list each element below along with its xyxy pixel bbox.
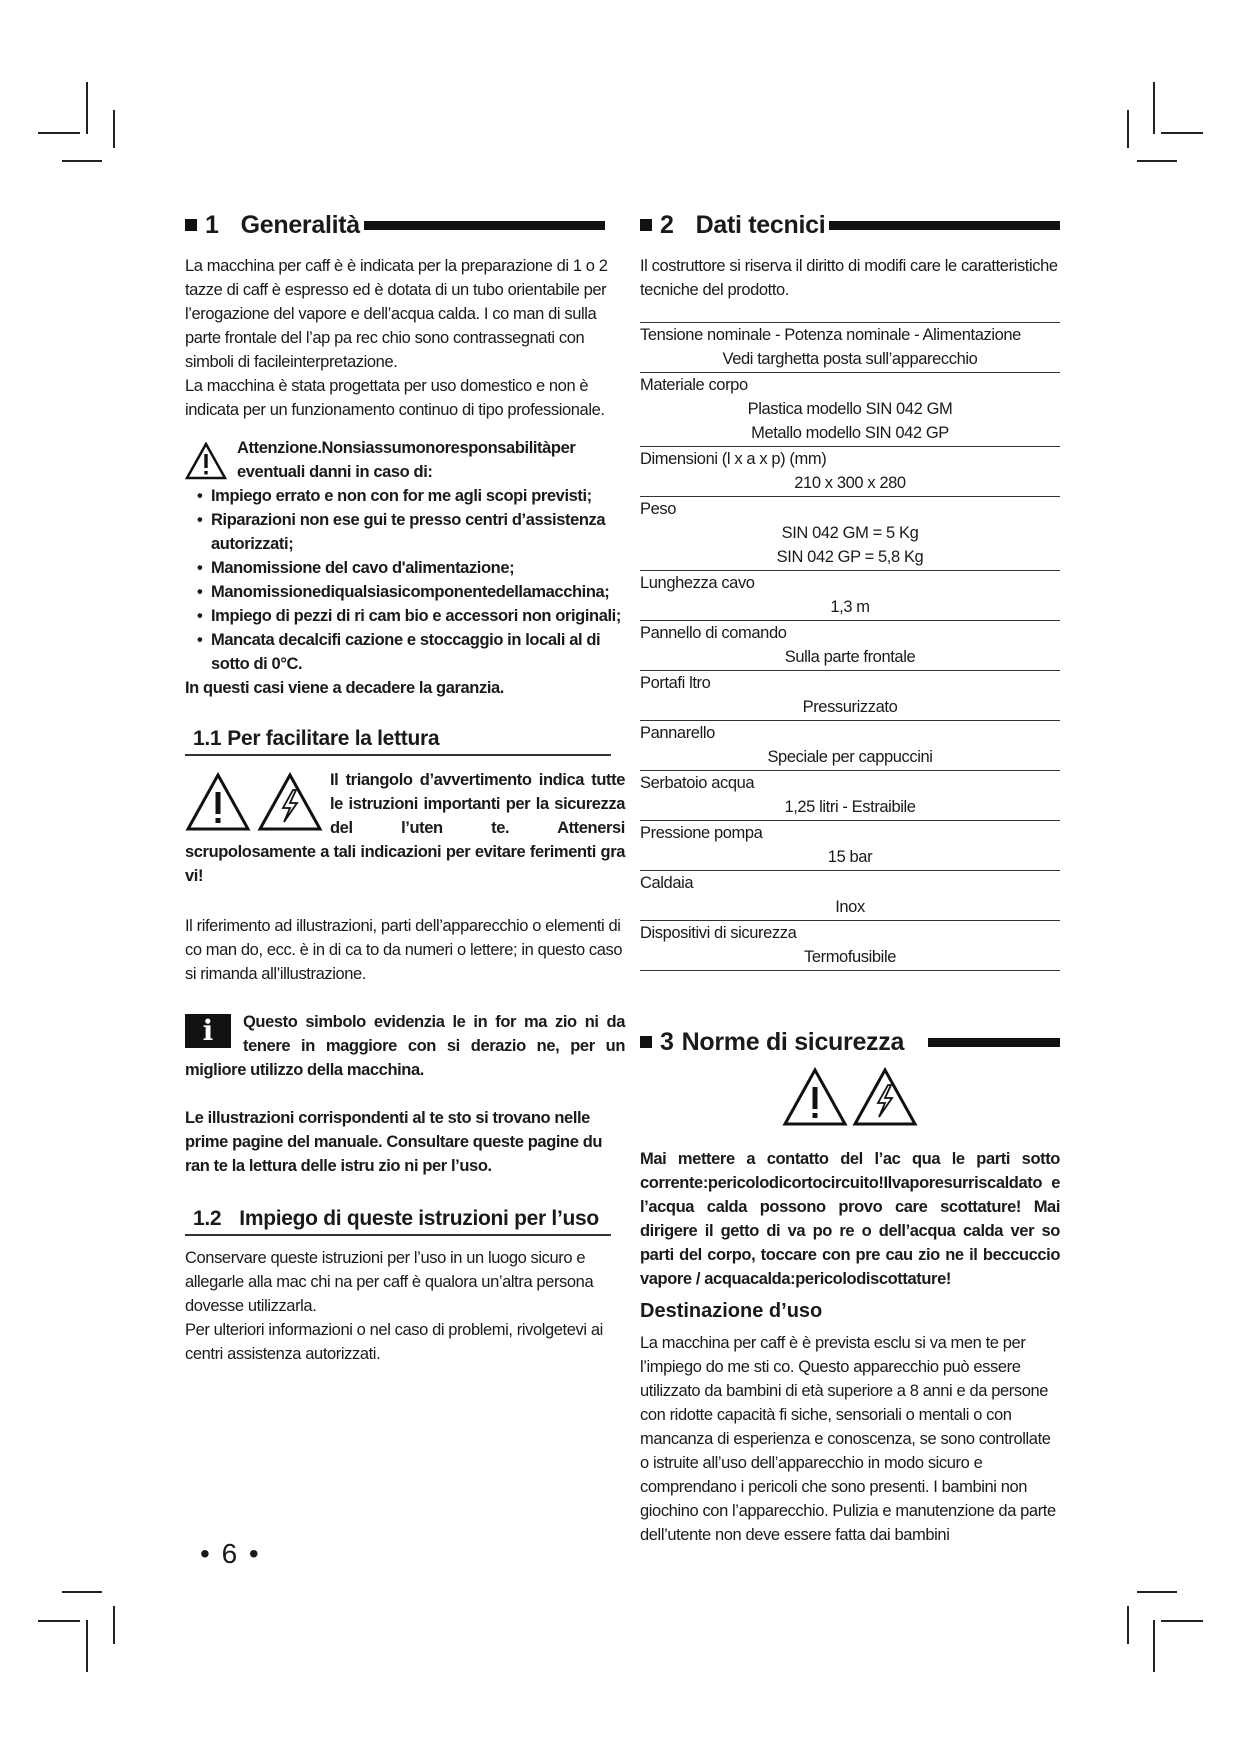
warning-block [185, 436, 625, 700]
subsection-title: Per facilitare la lettura [227, 727, 440, 750]
crop-mark [1161, 132, 1203, 134]
reference-paragraph: Il riferimento ad illustrazioni, parti dell’apparecchio o elementi di co man do, ecc. è in di ca to da numeri o lettere; in questo caso si rimanda all’illustrazione. [185, 917, 623, 983]
list-item: • Impiego errato e non con for me agli scopi previsti; [185, 484, 625, 508]
crop-mark [86, 82, 88, 134]
left-column [185, 210, 625, 1366]
subsection-heading-1-2 [185, 1206, 611, 1236]
row-value: Vedi targhetta posta sull’apparecchio [722, 350, 978, 368]
row-value: 210 x 300 x 280 [794, 474, 906, 492]
row-value: Speciale per cappuccini [767, 748, 933, 766]
section-title: Generalità [240, 211, 360, 239]
subsection-title: Impiego di queste istruzioni per l’uso [239, 1207, 599, 1230]
crop-mark [1127, 110, 1129, 148]
table-row [640, 323, 1060, 373]
list-item: • Manomissionediqualsiasicomponentedellamacchina; [185, 580, 625, 604]
row-label: Caldaia [640, 874, 694, 892]
row-value: Metallo modello SIN 042 GP [751, 424, 949, 442]
crop-mark [86, 1620, 88, 1672]
row-value: SIN 042 GM = 5 Kg [781, 524, 919, 542]
usage-paragraph: Conservare queste istruzioni per l’uso in un luogo sicuro e allegarle alla mac chi na per caff è qualora un’altra persona dovesse utilizzarla. [185, 1249, 594, 1315]
heading-rule [928, 1038, 1060, 1047]
list-item: • Mancata decalcifi cazione e stoccaggio in locali al di sotto di 0°C. [185, 628, 625, 676]
icon-pair [185, 772, 330, 838]
row-label: Dispositivi di sicurezza [640, 924, 797, 942]
section-number: 3 [660, 1028, 674, 1056]
crop-mark [1153, 82, 1155, 134]
row-value: Termofusibile [803, 948, 896, 966]
table-row [640, 373, 1060, 447]
section-title: Norme di sicurezza [681, 1028, 905, 1056]
crop-mark [62, 160, 102, 162]
subsection-number: 1.1 [193, 727, 222, 750]
crop-mark [1161, 1620, 1203, 1622]
table-row [640, 497, 1060, 571]
illustrations-paragraph: Le illustrazioni corrispondenti al te sto si trovano nelle prime pagine del manuale. Consultare queste pagine du ran te la lettura delle istru zio ni per l’uso. [185, 1109, 603, 1175]
crop-mark [1137, 160, 1177, 162]
row-label: Serbatoio acqua [640, 774, 755, 792]
section-heading-2 [640, 210, 1060, 240]
warning-footer: In questi casi viene a decadere la garanzia. [185, 679, 504, 697]
row-value: Pressurizzato [802, 698, 898, 716]
subsection-heading-1-1 [185, 726, 611, 756]
table-row [640, 871, 1060, 921]
table-row [640, 447, 1060, 497]
right-column [640, 210, 1060, 1547]
heading-rule [829, 221, 1060, 230]
info-note-text: Questo simbolo evidenzia le in for ma zio ni da tenere in maggiore con si derazio ne, per un migliore utilizzo della macchina. [185, 1013, 625, 1079]
row-label: Pressione pompa [640, 824, 763, 842]
section-number: 2 [660, 211, 674, 239]
heading-square-icon [640, 1036, 652, 1048]
row-value: Inox [835, 898, 865, 916]
crop-mark [1137, 1591, 1177, 1593]
section-number: 1 [205, 211, 219, 239]
page-number: • 6 • [200, 1538, 261, 1569]
row-label: Peso [640, 500, 677, 518]
warning-triangle-icon [782, 1067, 848, 1127]
row-value: 15 bar [827, 848, 873, 866]
row-value: 1,25 litri - Estraibile [784, 798, 916, 816]
subsection-number: 1.2 [193, 1207, 222, 1230]
warning-triangle-icon [185, 442, 227, 480]
row-label: Portafi ltro [640, 674, 711, 692]
row-label: Dimensioni (l x a x p) (mm) [640, 450, 827, 468]
section-heading-3 [640, 1027, 1060, 1057]
crop-mark [38, 132, 80, 134]
list-item: • Impiego di pezzi di ri cam bio e accessori non originali; [185, 604, 625, 628]
info-icon: i [185, 1014, 231, 1048]
list-item: • Riparazioni non ese gui te presso centri d’assistenza autorizzati; [185, 508, 625, 556]
crop-mark [38, 1620, 80, 1622]
heading-square-icon [640, 219, 652, 231]
tech-intro: Il costruttore si riserva il diritto di modifi care le caratteristiche tecniche del prodotto. [640, 257, 1058, 299]
intended-use-text: La macchina per caff è è prevista esclu si va men te per l’impiego do me sti co. Questo apparecchio può essere utilizzato da bambini di età superiore a 8 anni e da persone con ridotte capacità fi siche, sensoriali o mentali o con mancanza di esperienza e conoscenza, se sono controllate o istruite all’uso dell’apparecchio in modo sicuro e comprendano i pericoli che sono presenti. I bambini non giochino con l’apparecchio. Pulizia e manutenzione da parte dell’utente non deve essere fatta dai bambini [640, 1334, 1056, 1544]
section-heading-1 [185, 210, 605, 240]
electric-shock-triangle-icon [852, 1067, 918, 1127]
table-row [640, 671, 1060, 721]
crop-mark [113, 1606, 115, 1644]
triangle-note [185, 768, 625, 888]
row-value: SIN 042 GP = 5,8 Kg [776, 548, 924, 566]
spec-table [640, 322, 1060, 971]
safety-warning-text: Mai mettere a contatto del l’ac qua le parti sotto corrente:pericolodicortocircuito!Ilvaporesurriscaldato e l’acqua calda possono provo care scottature! Mai dirigere il getto di va po re o dell’acqua calda ver so parti del corpo, toccare con pre cau zio ne il beccuccio vapore / acquacalda:pericolodiscottature! [640, 1150, 1060, 1288]
table-row [640, 921, 1060, 971]
intro-paragraph: La macchina per caff è è indicata per la preparazione di 1 o 2 tazze di caff è espresso ed è dotata di un tubo orientabile per l’erogazione del vapore e dell’acqua calda. I co man di sulla parte frontale del l’ap pa rec chio sono contrassegnati con simboli di facileinterpretazione. [185, 257, 608, 371]
warning-triangle-icon [185, 772, 251, 832]
table-row [640, 621, 1060, 671]
intro-paragraph: La macchina è stata progettata per uso domestico e non è indicata per un funzionamento continuo di tipo professionale. [185, 377, 605, 419]
info-note [185, 1010, 625, 1082]
row-value: 1,3 m [830, 598, 870, 616]
section-title: Dati tecnici [695, 211, 826, 239]
triangle-note-text: Il triangolo d’avvertimento indica tutte le istruzioni importanti per la sicurezza del l’uten te. Attenersi scrupolosamente a tali indicazioni per evitare ferimenti gra vi! [185, 771, 625, 885]
row-label: Materiale corpo [640, 376, 748, 394]
warning-heading: Attenzione.Nonsiassumonoresponsabilitàper eventuali danni in caso di: [237, 439, 576, 481]
crop-mark [113, 110, 115, 148]
row-value: Sulla parte frontale [784, 648, 916, 666]
heading-rule [364, 221, 605, 230]
table-row [640, 571, 1060, 621]
crop-mark [1127, 1606, 1129, 1644]
safety-icon-pair [640, 1067, 1060, 1139]
row-value: Plastica modello SIN 042 GM [747, 400, 953, 418]
row-label: Pannarello [640, 724, 715, 742]
heading-square-icon [185, 219, 197, 231]
warning-list [185, 484, 625, 676]
row-label: Pannello di comando [640, 624, 787, 642]
crop-mark [1153, 1620, 1155, 1672]
list-item: • Manomissione del cavo d'alimentazione; [185, 556, 625, 580]
table-row [640, 721, 1060, 771]
usage-paragraph: Per ulteriori informazioni o nel caso di problemi, rivolgetevi ai centri assistenza autorizzati. [185, 1321, 603, 1363]
crop-mark [62, 1591, 102, 1593]
intended-use-heading: Destinazione d’uso [640, 1300, 823, 1322]
table-row [640, 821, 1060, 871]
electric-shock-triangle-icon [257, 772, 323, 832]
row-label: Tensione nominale - Potenza nominale - Alimentazione [640, 326, 1021, 344]
table-row [640, 771, 1060, 821]
row-label: Lunghezza cavo [640, 574, 755, 592]
